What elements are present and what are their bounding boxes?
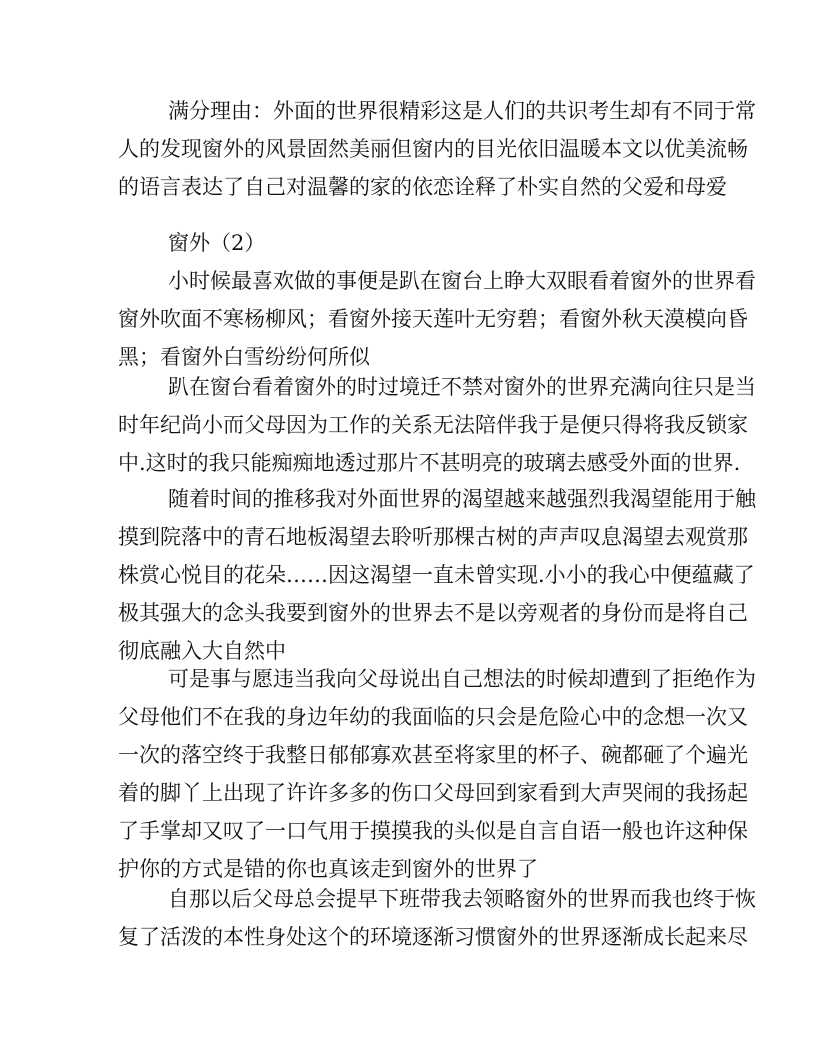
text-line: 的语言表达了自己对温馨的家的依恋诠释了朴实自然的父爱和母爱 xyxy=(118,175,727,199)
text-line: 护你的方式是错的你也真该走到窗外的世界了 xyxy=(118,857,538,881)
text-line: 满分理由：外面的世界很精彩这是人们的共识考生却有不同于常 xyxy=(168,99,756,123)
heading-line: 窗外（2） xyxy=(168,231,266,255)
text-line: 窗外吹面不寒杨柳风；看窗外接天莲叶无穷碧；看窗外秋天漠模向昏 xyxy=(118,307,748,331)
text-line: 彻底融入大自然中 xyxy=(118,639,286,663)
text-line: 着的脚丫上出现了许许多多的伤口父母回到家看到大声哭闹的我扬起 xyxy=(118,781,748,805)
paragraph xyxy=(118,262,756,376)
text-line: 小时候最喜欢做的事便是趴在窗台上睁大双眼看着窗外的世界看 xyxy=(168,269,756,293)
text-line: 自那以后父母总会提早下班带我去领略窗外的世界而我也终于恢 xyxy=(168,887,756,911)
text-line: 了手掌却又叹了一口气用于摸摸我的头似是自言自语一般也许这种保 xyxy=(118,819,748,843)
text-line: 人的发现窗外的风景固然美丽但窗内的目光依旧温暖本文以优美流畅 xyxy=(118,137,748,161)
text-line: 极其强大的念头我要到窗外的世界去不是以旁观者的身份而是将自己 xyxy=(118,601,748,625)
paragraph xyxy=(118,660,756,888)
text-line: 随着时间的推移我对外面世界的渴望越来越强烈我渴望能用于触 xyxy=(168,487,756,511)
text-line: 中.这时的我只能痴痴地透过那片不甚明亮的玻璃去感受外面的世界. xyxy=(118,451,741,475)
text-line: 可是事与愿违当我向父母说出自己想法的时候却遭到了拒绝作为 xyxy=(168,667,756,691)
paragraph xyxy=(118,368,756,482)
text-line: 父母他们不在我的身边年幼的我面临的只会是危险心中的念想一次又 xyxy=(118,705,748,729)
paragraph-score-reason xyxy=(118,92,756,206)
text-line: 黑；看窗外白雪纷纷何所似 xyxy=(118,345,370,369)
paragraph xyxy=(118,480,756,670)
text-line: 摸到院落中的青石地板渴望去聆听那棵古树的声声叹息渴望去观赏那 xyxy=(118,525,748,549)
text-line: 复了活泼的本性身处这个的环境逐渐习惯窗外的世界逐渐成长起来尽 xyxy=(118,925,748,949)
section-heading xyxy=(118,224,698,262)
text-line: 时年纪尚小而父母因为工作的关系无法陪伴我于是便只得将我反锁家 xyxy=(118,413,748,437)
text-line: 一次的落空终于我整日郁郁寡欢甚至将家里的杯子、碗都砸了个遍光 xyxy=(118,743,748,767)
paragraph xyxy=(118,880,756,956)
text-line: 趴在窗台看着窗外的时过境迁不禁对窗外的世界充满向往只是当 xyxy=(168,375,756,399)
text-line: 株赏心悦目的花朵……因这渴望一直未曾实现.小小的我心中便蕴藏了 xyxy=(118,563,755,587)
